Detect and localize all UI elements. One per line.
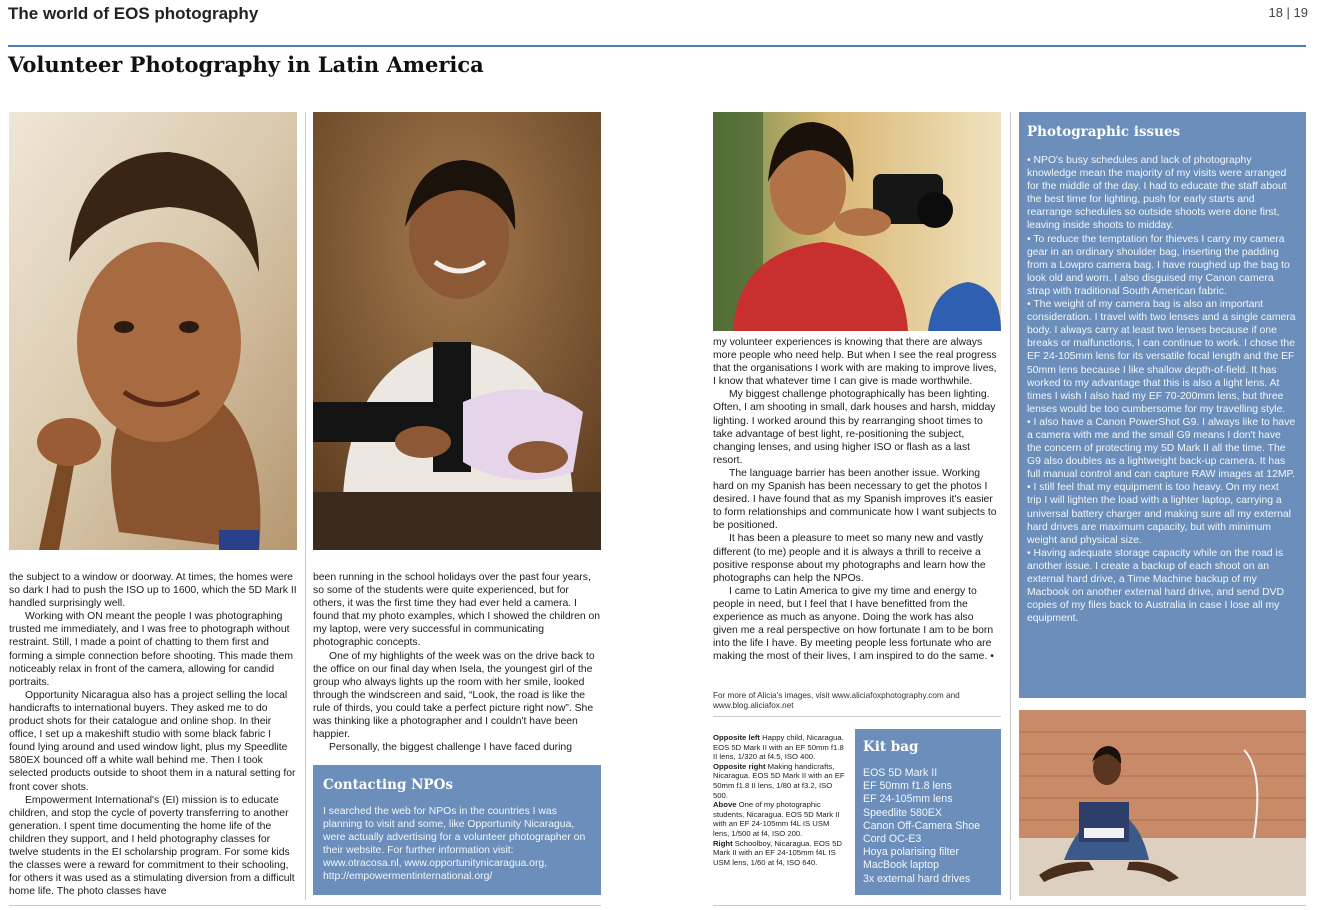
paragraph: Working with ON meant the people I was photographing trusted me immediately, and I was free to photograph without restraint. Still, I made a point of chatting to them first and forming a simple connection before shooting. This made them noticeably relax in front of the camera, allowing for candid portraits. [9,611,293,688]
caption-right: Right Schoolboy, Nicaragua. EOS 5D Mark II with an EF 24-105mm f4L IS USM lens, 1/60 at f4, ISO 640. [713,838,842,867]
page-bottom-rule [713,905,1306,906]
issue-item: • I still feel that my equipment is too heavy. On my next trip I will lighten the load with a lighter laptop, carrying a universal battery charger and making sure all my external hard drives are maximum capacity, but with minimum weight and physical size. [1027,482,1291,546]
kit-bag-box [855,729,1001,895]
caption-above: Above One of my photographic students, Nicaragua. EOS 5D Mark II with an EF 24-105mm f4L IS USM lens, 1/500 at f4, ISO 200. [713,800,840,838]
magazine-section-title: The world of EOS photography [8,4,259,23]
kit-bag-item: Cord OC-E3 [863,833,922,846]
photo-photographic-student [713,112,1001,331]
kit-bag-title: Kit bag [863,739,919,755]
contacting-npos-body: I searched the web for NPOs in the countries I was planning to visit and some, like Opportunity Nicaragua, were actually advertising for a volunteer photographer on their website. For further information visit: www.otracosa.nl, www.opportunitynicaragua.org, http://empowermentinternational.org/ [323,806,586,883]
paragraph: my volunteer experiences is knowing that there are always more people who need help. But when I see the real progress that the organisations I work with are making to improve lives, I know that whatever time I can give is made worthwhile. [713,337,997,388]
article-headline: Volunteer Photography in Latin America [8,52,484,77]
page-numbers: 18 | 19 [1268,5,1308,20]
issue-item: • I also have a Canon PowerShot G9. I always like to have a camera with me and the small G9 means I don't have the concern of protecting my 5D Mark II all the time. The G9 also doubles as a lightweight back-up camera. It has full manual control and can capture RAW images at 12MP. [1027,416,1296,481]
paragraph: The language barrier has been another issue. Working hard on my Spanish has been necessary to get the photos I desired. I have found that as my Spanish improves it's easier to form relationships and communicate how I want subjects to be positioned. [713,467,997,532]
contacting-npos-box [313,765,601,895]
kit-bag-item: EF 24-105mm lens [863,793,953,806]
kit-bag-item: 3x external hard drives [863,872,971,885]
paragraph: the subject to a window or doorway. At times, the homes were so dark I had to push the ISO up to 1600, which the 5D Mark II handled surprisingly well. [9,572,297,610]
kit-bag-item: EF 50mm f1.8 lens [863,780,952,793]
issue-item: • To reduce the temptation for thieves I carry my camera gear in an ordinary shoulder bag, inserting the padding from a Lowpro camera bag. I have roughed up the bag to look old and worn. I also disguised my Canon camera strap with traditional South American fabric. [1027,233,1290,297]
photographic-issues-title: Photographic issues [1027,124,1181,140]
article-column-3 [713,336,1001,688]
kit-bag-item: EOS 5D Mark II [863,767,938,779]
paragraph: One of my highlights of the week was on the drive back to the office on our final day when Isela, the youngest girl of the group who always lights up the room with her smile, looked through the windscreen and said, “Look, the road is like the rule of thirds, you could take a perfect picture right now”. She was thinking like a photographer and I couldn't have been happier. [313,650,595,741]
column-rule [1010,112,1011,900]
paragraph: I came to Latin America to give my time and energy to people in need, but I feel that I have benefitted from the experience as much as anyone. Doing the work has also given me a real perspective on how fortunate I am to be born into the life I have. By meeting people less fortunate who are making the most of their lives, I am inspired to do the same. • [713,585,994,663]
paragraph: Opportunity Nicaragua also has a project selling the local handicrafts to international buyers. They asked me to do product shots for their catalogue and online shop. In their office, I set up a makeshift studio with some black fabric I found lying around and used window light, plus my Speedlite 580EX bounced off a white wall behind me. Then I took selected products outside to shoot them in a natural setting for front cover shots. [9,689,296,793]
photographic-issues-box [1019,112,1306,698]
column-rule [305,112,306,900]
paragraph: It has been a pleasure to meet so many new and vastly different (to me) people and it is always a thrill to receive a positive response about my photographs and learn how the photographs can help the NPOs. [713,533,986,584]
kit-bag-item: Speedlite 580EX [863,806,942,819]
paragraph: Empowerment International's (EI) mission is to educate children, and stop the cycle of poverty transferring to another generation. I spent time documenting the home life of the children they support, and I held photography classes for twelve students in the EI scholarship program. For some kids the classes were a reward for commitment to their schooling, for others it was used as a stimulating diversion from a difficult home life. The photo classes have [9,794,295,898]
caption-opposite-right: Opposite right Making handicrafts, Nicaragua. EOS 5D Mark II with an EF 50mm f1.8 II lens, 1/80 at f3.2, ISO 500. [713,761,845,800]
photo-happy-child [9,112,297,550]
paragraph: been running in the school holidays over the past four years, so some of the students were quite experienced, but for others, it was the first time they had ever held a camera. I found that my photo examples, which I showed the children on my laptop, were very successful in communicating photographic concepts. [313,572,601,649]
issue-item: • NPO's busy schedules and lack of photography knowledge mean the majority of my visits were arranged for the middle of the day. I had to educate the staff about the best time for lighting, push for early starts and rearrange schedules so outside shoots were done first, leaving inside shoots to midday. [1027,155,1287,232]
article-column-2 [313,571,601,757]
kit-bag-item: Hoya polarising filter [863,846,959,859]
credit-rule [713,716,1001,717]
photo-schoolboy [1019,710,1306,896]
kit-bag-item: MacBook laptop [863,859,939,872]
kit-bag-list [863,767,993,886]
article-column-1 [9,571,297,899]
kit-bag-item: Canon Off-Camera Shoe [863,819,980,832]
photo-making-handicrafts [313,112,601,550]
header-rule [8,45,1306,47]
paragraph: My biggest challenge photographically has been lighting. Often, I am shooting in small, dark houses and harsh, midday lighting. I worked around this by rearranging shoot times to take advantage of best light, re-positioning the subject, changing lenses, and using higher ISO or flash as a last resort. [713,389,996,466]
issue-item: • The weight of my camera bag is also an important consideration. I travel with two lenses and a single camera body. I always carry at least two lenses because if one breaks or malfunctions, I can continue to work. I chose the EF 24-105mm lens for its versatile focal length and the EF 50mm lens because I like shallow depth-of-field. It has worked to my advantage that this is also a light lens. At times I wish I also had my EF 70-200mm lens, but three lenses would be too cumbersome for my travelling style. [1027,299,1296,415]
photo-captions [713,733,847,898]
issue-item: • Having adequate storage capacity while on the road is another issue. I create a backup of each shoot on an external hard drive, a Time Machine backup of my Macbook on another external hard drive, and send DVD copies of my files back to Australia in case I lose all my equipment. [1027,547,1285,625]
caption-opposite-left: Opposite left Happy child, Nicaragua. EOS 5D Mark II with an EF 50mm f1.8 II lens, 1/320 at f4.5, ISO 400. [713,733,844,762]
contacting-npos-title: Contacting NPOs [323,777,453,793]
page-bottom-rule [9,905,601,906]
website-credit: For more of Alicia's images, visit www.aliciafoxphotography.com and www.blog.aliciafox.net [713,691,960,711]
paragraph: Personally, the biggest challenge I have faced during [329,742,572,754]
